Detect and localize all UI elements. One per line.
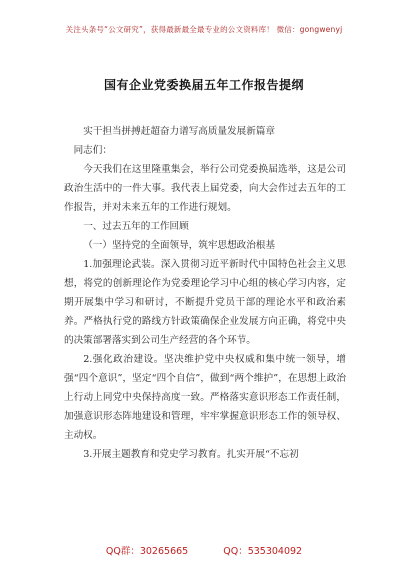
- header-banner: 关注头条号“公文研究”，获得最新最全最专业的公文资料库！ 微信：gongwenyj: [65, 25, 343, 34]
- document-body: [64, 122, 346, 464]
- subtitle-line: 实干担当拼搏赶超奋力谱写高质量发展新篇章: [83, 126, 276, 137]
- subsection-heading-1: （一）坚持党的全面领导，筑牢思想政治根基: [83, 240, 276, 251]
- footer-qq: QQ：535304092: [223, 546, 303, 557]
- footer-qq-group: QQ群：30265665: [105, 546, 189, 557]
- paragraph-theory: 1.加强理论武装。深入贯彻习近平新时代中国特色社会主义思想，将党的创新理论作为党委理论学习中心组的核心学习内容，定期开展集中学习和研讨，不断提升党员干部的理论水平和政治素养。严格执行党的路线方针政策确保企业发展方向正确，将党中央的决策部署落实到公司生产经营的各个环节。: [64, 259, 346, 346]
- paragraph-education: 3.开展主题教育和党史学习教育。扎实开展“不忘初: [83, 449, 299, 460]
- paragraph-politics: 2.强化政治建设。坚决维护党中央权威和集中统一领导，增强“四个意识”，坚定“四个自信”，做到“两个维护”，在思想上政治上行动上同党中央保持高度一致。严格落实意识形态工作责任制，加强意识形态阵地建设和管理，牢牢掌握意识形态工作的领导权、主动权。: [64, 354, 346, 441]
- greeting: 同志们：: [73, 145, 112, 156]
- section-heading-1: 一、过去五年的工作回顾: [83, 221, 189, 232]
- paragraph-intro: 今天我们在这里隆重集会，举行公司党委换届选举，这是公司政治生活中的一件大事。我代表上届党委，向大会作过去五年的工作报告，并对未来五年的工作进行规划。: [64, 164, 346, 213]
- footer-contact: [0, 543, 408, 557]
- document-title: 国有企业党委换届五年工作报告提纲: [103, 78, 304, 92]
